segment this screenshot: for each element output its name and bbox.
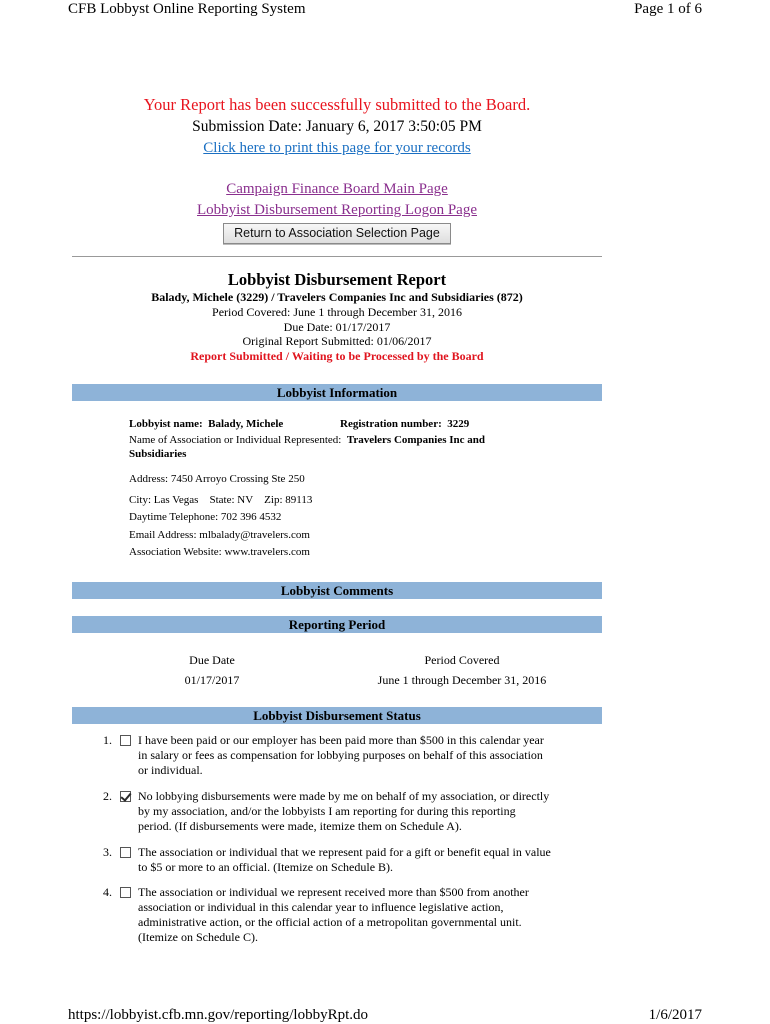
status-item-text <box>138 733 578 778</box>
return-to-association-button[interactable]: Return to Association Selection Page <box>223 223 451 244</box>
status-item-number: 3. <box>103 845 112 859</box>
report-due-date: Due Date: 01/17/2017 <box>283 320 391 334</box>
disbursement-status-heading: Lobbyist Disbursement Status <box>72 707 602 724</box>
status-item-text <box>138 845 578 875</box>
state: State: NV <box>209 494 254 506</box>
city: City: Las Vegas <box>129 494 199 506</box>
city-state-zip-row <box>129 494 312 506</box>
email-address: Email Address: mlbalady@travelers.com <box>129 529 310 541</box>
logon-page-link[interactable]: Lobbyist Disbursement Reporting Logon Page <box>197 202 477 218</box>
daytime-telephone: Daytime Telephone: 702 396 4532 <box>129 511 282 523</box>
registration-label: Registration number: <box>340 418 442 430</box>
status-item-number: 1. <box>103 733 112 747</box>
status-item-text <box>138 789 578 834</box>
status-checkbox-1[interactable] <box>120 735 131 746</box>
status-text-line: period. (If disbursements were made, itemize them on Schedule A). <box>138 819 462 833</box>
page-number: Page 1 of 6 <box>634 1 702 17</box>
lobbyist-name-row <box>129 418 283 430</box>
print-page-link[interactable]: Click here to print this page for your records <box>203 140 471 156</box>
status-text-line: to $5 or more to an official. (Itemize on Schedule B). <box>138 860 394 874</box>
status-text-line: (Itemize on Schedule C). <box>138 930 258 944</box>
status-text-line: No lobbying disbursements were made by me on behalf of my association, or directly <box>138 789 550 803</box>
status-text-line: or individual. <box>138 763 203 777</box>
cfb-main-page-link[interactable]: Campaign Finance Board Main Page <box>226 181 448 197</box>
submission-date: Submission Date: January 6, 2017 3:50:05 PM <box>192 118 482 135</box>
association-website: Association Website: www.travelers.com <box>129 546 310 558</box>
status-checkbox-4[interactable] <box>120 887 131 898</box>
association-row <box>129 434 485 446</box>
status-text-line: by my association, and/or the lobbyists I am reporting for during this reporting <box>138 804 516 818</box>
status-text-line: I have been paid or our employer has been paid more than $500 in this calendar year <box>138 733 544 747</box>
report-status: Report Submitted / Waiting to be Processed by the Board <box>190 349 484 363</box>
status-text-line: association or individual in this calendar year to influence legislative action, <box>138 900 504 914</box>
address: Address: 7450 Arroyo Crossing Ste 250 <box>129 473 305 485</box>
report-title: Lobbyist Disbursement Report <box>227 270 447 289</box>
lobbyist-name-value: Balady, Michele <box>208 418 284 430</box>
due-date-column-header: Due Date <box>189 653 235 667</box>
report-period-covered: Period Covered: June 1 through December 31, 2016 <box>212 305 462 319</box>
zip: Zip: 89113 <box>264 494 313 506</box>
status-text-line: in salary or fees as compensation for lobbying purposes on behalf of this association <box>138 748 543 762</box>
footer-url: https://lobbyist.cfb.mn.gov/reporting/lobbyRpt.do <box>68 1007 368 1023</box>
lobbyist-information-heading: Lobbyist Information <box>72 384 602 401</box>
registration-value: 3229 <box>447 418 470 430</box>
status-checkbox-2[interactable] <box>120 791 131 802</box>
status-item-number: 4. <box>103 885 112 899</box>
status-text-line: The association or individual we represent received more than $500 from another <box>138 885 529 899</box>
status-text-line: The association or individual that we represent paid for a gift or benefit equal in value <box>138 845 551 859</box>
status-item-text <box>138 885 578 945</box>
association-value-line1: Travelers Companies Inc and <box>346 434 486 446</box>
divider <box>72 256 602 257</box>
due-date-value: 01/17/2017 <box>184 673 240 687</box>
return-button-wrap <box>72 223 602 244</box>
period-covered-value: June 1 through December 31, 2016 <box>377 673 547 687</box>
association-label: Name of Association or Individual Represented: <box>129 434 342 446</box>
registration-row <box>340 418 469 430</box>
status-text-line: administrative action, or the official action of a metropolitan governmental unit. <box>138 915 522 929</box>
period-covered-column-header: Period Covered <box>424 653 500 667</box>
lobbyist-comments-heading: Lobbyist Comments <box>72 582 602 599</box>
reporting-period-heading: Reporting Period <box>72 616 602 633</box>
association-value-line2: Subsidiaries <box>129 448 187 460</box>
success-message: Your Report has been successfully submitted to the Board. <box>143 95 531 114</box>
status-item-number: 2. <box>103 789 112 803</box>
report-original-submitted: Original Report Submitted: 01/06/2017 <box>242 334 432 348</box>
report-subtitle: Balady, Michele (3229) / Travelers Companies Inc and Subsidiaries (872) <box>151 290 523 304</box>
status-checkbox-3[interactable] <box>120 847 131 858</box>
app-title: CFB Lobbyst Online Reporting System <box>68 1 306 17</box>
footer-date: 1/6/2017 <box>648 1007 702 1023</box>
lobbyist-name-label: Lobbyist name: <box>129 418 203 430</box>
